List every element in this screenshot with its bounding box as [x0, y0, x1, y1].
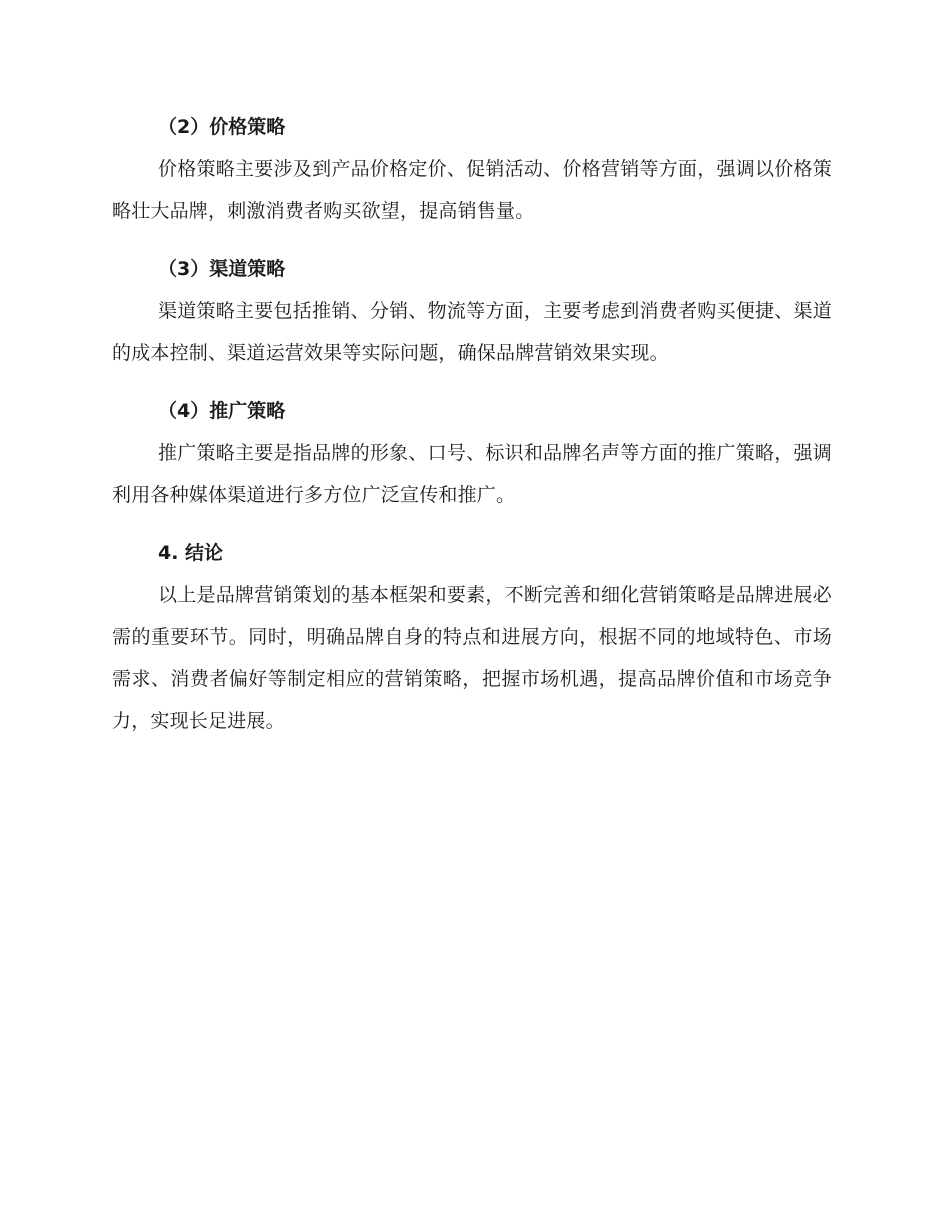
- spacer: [112, 232, 832, 252]
- section-heading-promotion-strategy: （4）推广策略: [158, 400, 286, 422]
- section-heading-conclusion: 4. 结论: [158, 542, 224, 564]
- spacer: [112, 374, 832, 394]
- section-heading-price-strategy: （2）价格策略: [158, 116, 286, 138]
- paragraph-channel-strategy: 渠道策略主要包括推销、分销、物流等方面，主要考虑到消费者购买便捷、渠道的成本控制、渠道运营效果等实际问题，确保品牌营销效果实现。: [112, 300, 832, 364]
- document-body: [112, 110, 832, 742]
- paragraph-price-strategy: 价格策略主要涉及到产品价格定价、促销活动、价格营销等方面，强调以价格策略壮大品牌，刺激消费者购买欲望，提高销售量。: [112, 158, 832, 222]
- paragraph-conclusion: 以上是品牌营销策划的基本框架和要素，不断完善和细化营销策略是品牌进展必需的重要环节。同时，明确品牌自身的特点和进展方向，根据不同的地域特色、市场需求、消费者偏好等制定相应的营销策略，把握市场机遇，提高品牌价值和市场竞争力，实现长足进展。: [112, 584, 832, 732]
- spacer: [112, 516, 832, 536]
- paragraph-promotion-strategy: 推广策略主要是指品牌的形象、口号、标识和品牌名声等方面的推广策略，强调利用各种媒体渠道进行多方位广泛宣传和推广。: [112, 442, 832, 506]
- section-heading-channel-strategy: （3）渠道策略: [158, 258, 286, 280]
